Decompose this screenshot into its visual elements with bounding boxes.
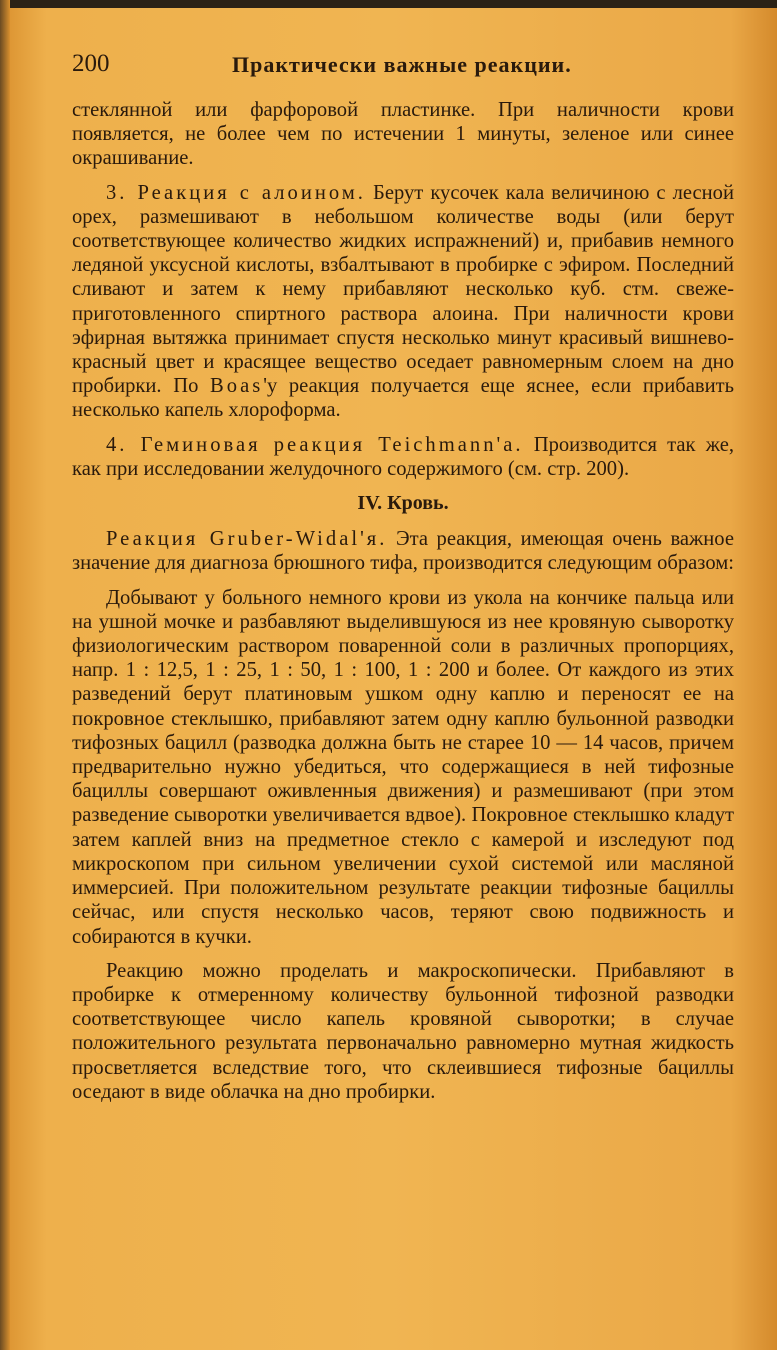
page-header (72, 46, 734, 86)
left-edge (0, 0, 10, 1350)
paragraph-text: Эта реакция, имеющая очень важное значение для диагноза брюшного тифа, производится следующим образом: (72, 528, 734, 575)
paragraph-text: Берут кусочек кала величиною с лесной орех, размешивают в небольшом количестве воды (или берут соответствующее количество жидких испражнений) и, прибавив немного ледяной уксусной кислоты, взбалтывают в пробирке с эфиром. Последний сливают и затем к нему прибавляют несколько куб. стм. свеже-приготовленного спиртного раствора алоина. При наличности крови эфирная вытяжка принимает спустя несколько минут красивый вишнево-красный цвет и красящее вещество оседает равномерным слоем на дно пробирки. По (72, 181, 735, 398)
paragraph-title: 3. Реакция с алоином. (106, 181, 366, 204)
paragraph-hemin-reaction (72, 433, 734, 481)
running-title: Практически важные реакции. (232, 52, 572, 77)
page-number: 200 (72, 50, 110, 77)
page-content (72, 98, 734, 1114)
paragraph-macroscopic: Реакцию можно проделать и макроскопически. Прибавляют в пробирке к отмеренному количеству бульонной тифозной разводки соответствующее число капель кровяной сыворотки; в случае положительного результата первоначально равномерно мутная жидкость просветляется вследствие того, что склеившиеся тифозные бациллы оседают в виде облачка на дно пробирки. (72, 959, 734, 1103)
author-name: Boas (210, 375, 264, 398)
section-heading: IV. Кровь. (357, 492, 449, 515)
paragraph-text: Производится так же, как при исследовании желудочного содержимого (см. стр. 200). (72, 433, 734, 480)
paragraph-tail: 'у реакция получается еще яснее, если прибавить несколько капель хлороформа. (72, 375, 734, 422)
top-edge (0, 0, 777, 8)
paragraph-title: Реакция Gruber-Widal'я. (106, 528, 388, 551)
paragraph-title: 4. Геминовая реакция Teichmann'a. (106, 433, 524, 456)
paragraph-widal-reaction (72, 527, 734, 575)
paragraph-aloin-reaction (72, 181, 734, 423)
paragraph-continuation: стеклянной или фарфоровой пластинке. При наличности крови появляется, не более чем по истечении 1 минуты, зеленое или синее окрашивание. (72, 99, 734, 170)
paragraph-procedure: Добывают у больного немного крови из укола на кончике пальца или на ушной мочке и разбавляют выделившуюся из нее кровяную сыворотку физиологическим раствором поваренной соли в различных пропорциях, напр. 1 : 12,5, 1 : 25, 1 : 50, 1 : 100, 1 : 200 и более. От каждого из этих разведений берут платиновым ушком одну каплю и переносят ее на покровное стеклышко, прибавляют затем одну каплю бульонной разводки тифозных бацилл (разводка должна быть не старее 10 — 14 часов, причем предварительно нужно убедиться, что содержащиеся в ней тифозные бациллы совершают оживленныя движения) и размешивают (при этом разведение сыворотки увеличивается вдвое). Покровное стеклышко кладут затем каплей вниз на предметное стекло с камерой и изследуют под микроскопом при сильном увеличении сухой системой или масляной иммерсией. При положительном результате реакции тифозные бациллы сейчас, или спустя несколько часов, теряют свою подвижность и собираются в кучки. (72, 586, 734, 948)
